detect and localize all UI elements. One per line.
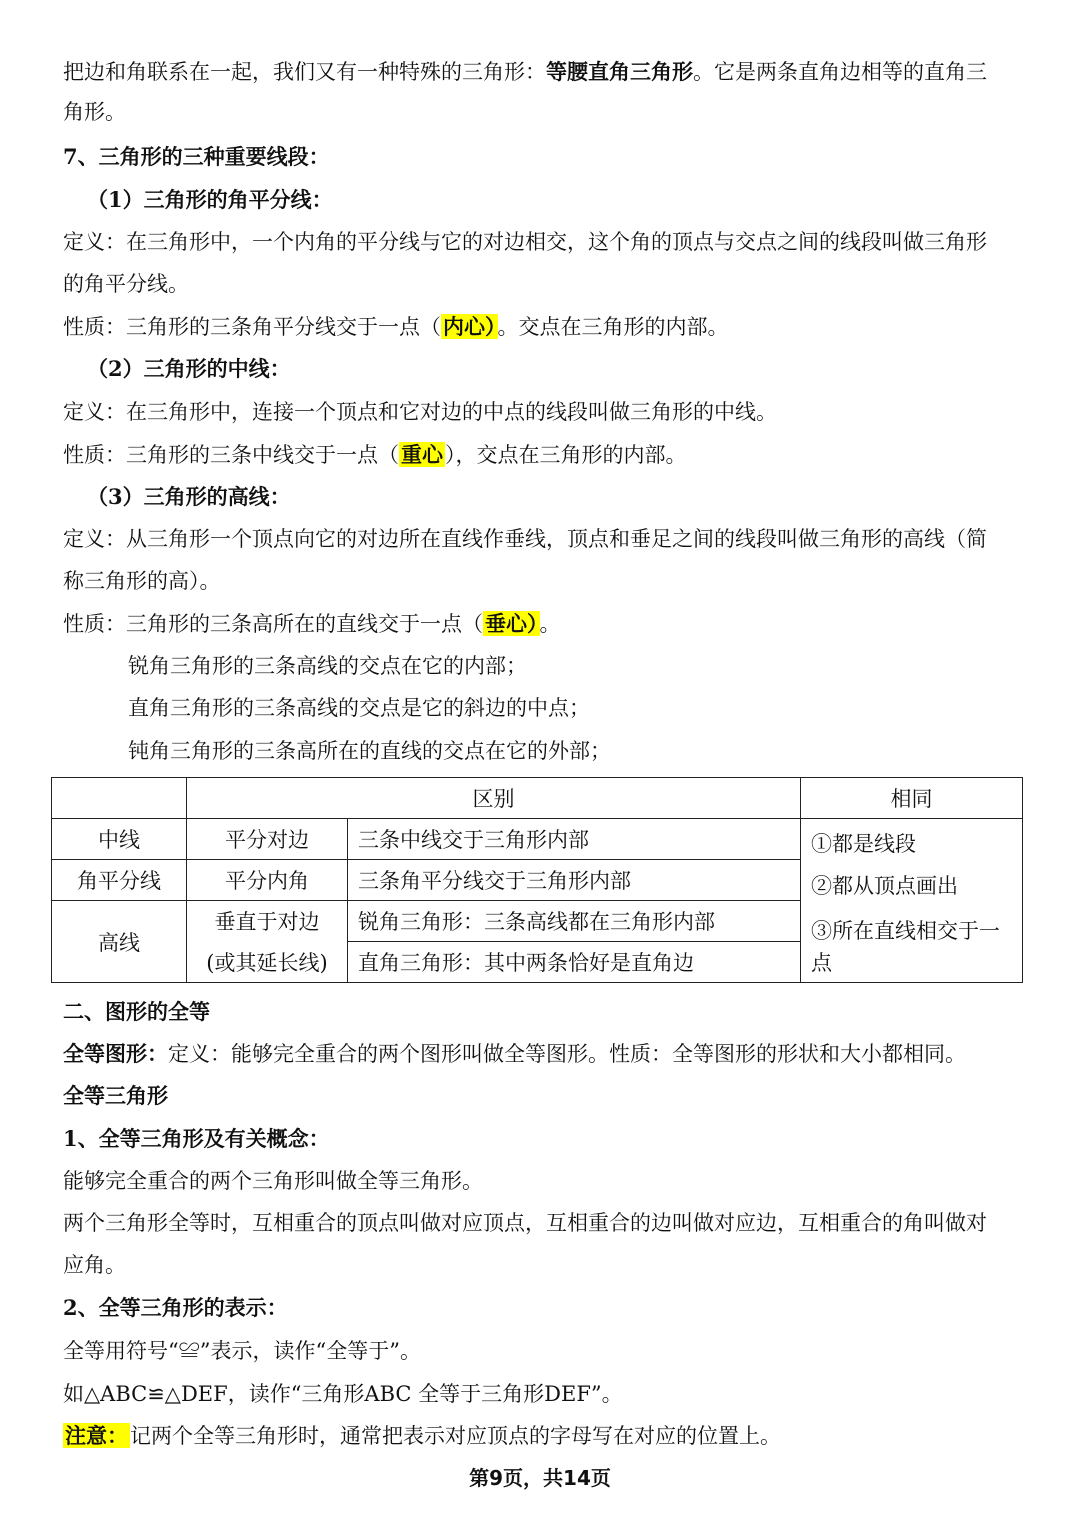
property-text: 性质：三角形的三条角平分线交于一点（	[63, 315, 441, 339]
note-text: 记两个全等三角形时，通常把表示对应顶点的字母写在对应的位置上。	[130, 1424, 781, 1448]
property-text: 性质：三角形的三条高所在的直线交于一点（	[63, 612, 483, 636]
table-header-row	[52, 778, 1023, 819]
section-1-line-2: 两个三角形全等时，互相重合的顶点叫做对应顶点，互相重合的边叫做对应边，互相重合的角叫做对	[63, 1211, 987, 1235]
note-line	[63, 1421, 1040, 1451]
highlight-centroid: 重心	[401, 442, 443, 467]
row-feature: 垂直于对边	[187, 901, 348, 942]
row-feature: (或其延长线)	[187, 942, 348, 983]
row-detail: 直角三角形：其中两条恰好是直角边	[348, 942, 801, 983]
property-text-end: 。	[539, 612, 561, 636]
congruent-figures	[63, 1039, 1040, 1069]
intro-text: 把边和角联系在一起，我们又有一种特殊的三角形：	[63, 60, 546, 84]
row-feature: 平分内角	[187, 860, 348, 901]
note-label: 注意：	[65, 1423, 128, 1448]
altitude-right: 直角三角形的三条高线的交点是它的斜边的中点；	[128, 696, 590, 720]
median-property	[63, 440, 1040, 470]
comparison-table	[51, 777, 1023, 983]
section-1-title: 1、全等三角形及有关概念：	[63, 1126, 330, 1151]
highlight-orthocenter: 垂心）	[485, 611, 538, 636]
highlight-incenter: 内心）	[443, 314, 496, 339]
table-header-empty	[52, 778, 187, 819]
altitude-definition-2: 称三角形的高）。	[63, 569, 221, 593]
part-2-title: 二、图形的全等	[63, 999, 210, 1024]
section-7-title: 7、三角形的三种重要线段：	[63, 144, 330, 169]
altitude-definition-1: 定义：从三角形一个顶点向它的对边所在直线作垂线，顶点和垂足之间的线段叫做三角形的高线（简	[63, 527, 987, 551]
altitude-property	[63, 609, 1040, 639]
median-heading: （2）三角形的中线：	[87, 356, 291, 381]
intro-text-end: 。它是两条直角边相等的直角三	[693, 60, 987, 84]
section-1-line-1: 能够完全重合的两个三角形叫做全等三角形。	[63, 1169, 483, 1193]
term-isosceles-right-triangle: 等腰直角三角形	[546, 59, 693, 84]
row-name: 角平分线	[52, 860, 187, 901]
row-feature: 平分对边	[187, 819, 348, 860]
congruent-label: 全等图形：	[63, 1041, 168, 1066]
same-item: 点	[811, 951, 832, 975]
row-detail: 三条角平分线交于三角形内部	[348, 860, 801, 901]
property-text: 性质：三角形的三条中线交于一点（	[63, 443, 399, 467]
page-footer: 第9页，共14页	[469, 1466, 611, 1490]
bisector-property	[63, 312, 1040, 342]
same-item: ①都是线段	[811, 832, 916, 856]
section-1-line-3: 应角。	[63, 1253, 126, 1277]
row-detail: 三条中线交于三角形内部	[348, 819, 801, 860]
intro-line-2: 角形。	[63, 100, 126, 124]
altitude-heading: （3）三角形的高线：	[87, 484, 291, 509]
section-2-line-1: 全等用符号“≌”表示，读作“全等于”。	[63, 1339, 421, 1363]
bisector-definition-2: 的角平分线。	[63, 272, 189, 296]
same-item: ②都从顶点画出	[811, 874, 958, 898]
section-2-title: 2、全等三角形的表示：	[63, 1295, 288, 1320]
congruent-text: 定义：能够完全重合的两个图形叫做全等图形。性质：全等图形的形状和大小都相同。	[168, 1042, 966, 1066]
altitude-acute: 锐角三角形的三条高线的交点在它的内部；	[128, 654, 527, 678]
congruent-triangles-title: 全等三角形	[63, 1083, 168, 1108]
table-header-difference: 区别	[187, 778, 801, 819]
property-text-end: ），交点在三角形的内部。	[445, 443, 687, 467]
altitude-obtuse: 钝角三角形的三条高所在的直线的交点在它的外部；	[128, 739, 611, 763]
median-definition: 定义：在三角形中，连接一个顶点和它对边的中点的线段叫做三角形的中线。	[63, 400, 777, 424]
bisector-definition-1: 定义：在三角形中，一个内角的平分线与它的对边相交，这个角的顶点与交点之间的线段叫做三角形	[63, 230, 987, 254]
same-cell	[801, 819, 1023, 983]
bisector-heading: （1）三角形的角平分线：	[87, 187, 333, 212]
intro-line-1	[63, 57, 1040, 87]
row-name: 高线	[52, 901, 187, 983]
table-header-same: 相同	[801, 778, 1023, 819]
section-2-line-2: 如△ABC≌△DEF，读作“三角形ABC 全等于三角形DEF”。	[63, 1382, 623, 1406]
table-row	[52, 819, 1023, 860]
property-text-end: 。交点在三角形的内部。	[497, 315, 729, 339]
same-item: ③所在直线相交于一	[811, 919, 1000, 943]
row-name: 中线	[52, 819, 187, 860]
row-detail: 锐角三角形：三条高线都在三角形内部	[348, 901, 801, 942]
